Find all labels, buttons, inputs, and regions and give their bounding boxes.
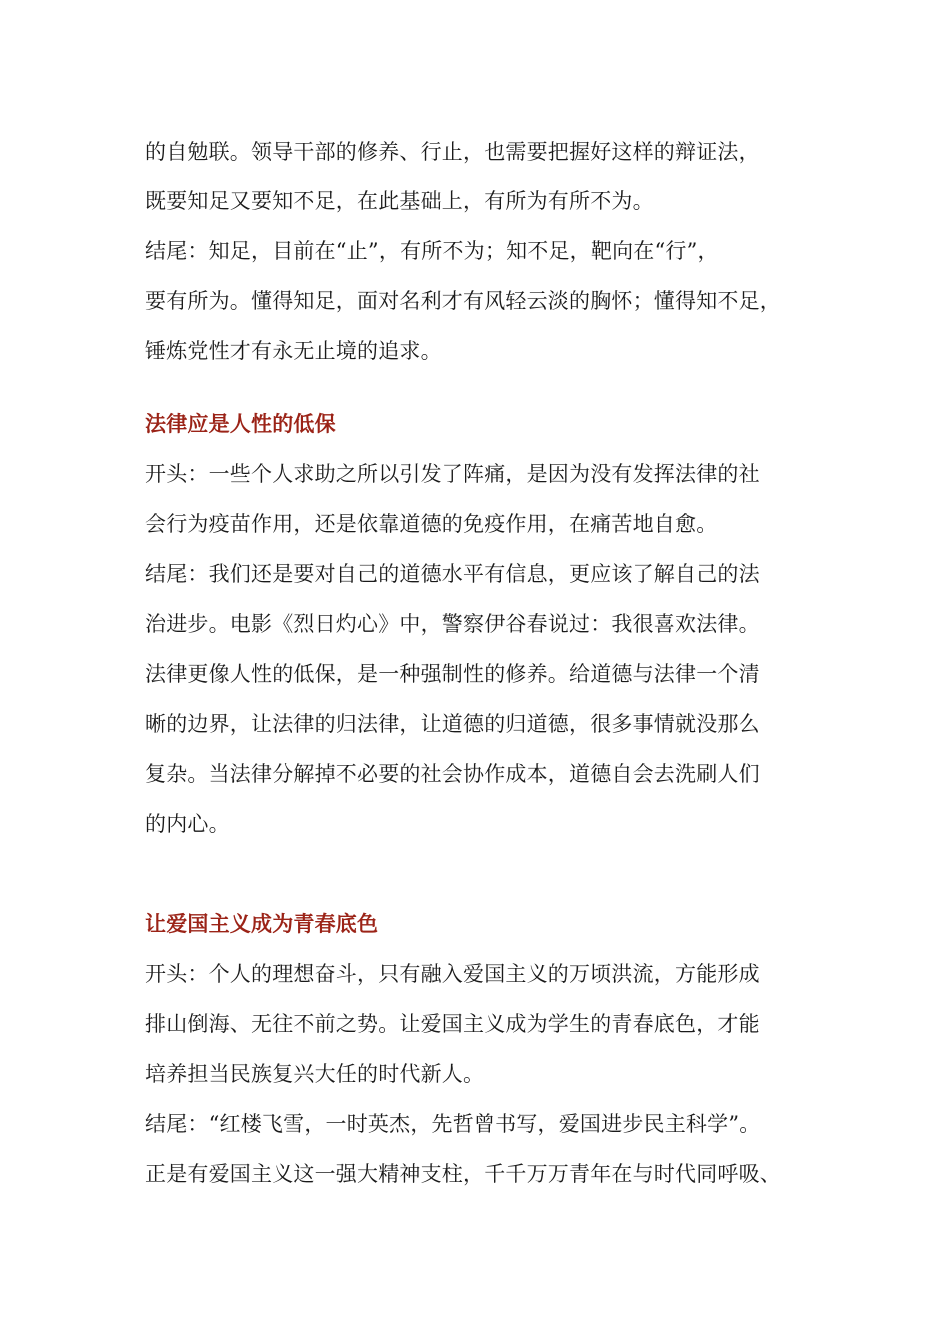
paragraph-line: 的内心。 <box>145 812 230 836</box>
paragraph-line: 正是有爱国主义这一强大精神支柱，千千万万青年在与时代同呼吸、 <box>145 1162 781 1186</box>
paragraph-line: 开头：一些个人求助之所以引发了阵痛，是因为没有发挥法律的社 <box>145 462 760 486</box>
section-heading-law: 法律应是人性的低保 <box>145 411 336 436</box>
paragraph-line: 治进步。电影《烈日灼心》中，警察伊谷春说过：我很喜欢法律。 <box>145 612 760 636</box>
paragraph-line: 既要知足又要知不足，在此基础上，有所为有所不为。 <box>145 189 654 213</box>
paragraph-line: 结尾：我们还是要对自己的道德水平有信息，更应该了解自己的法 <box>145 562 760 586</box>
paragraph-line: 的自勉联。领导干部的修养、行止，也需要把握好这样的辩证法， <box>145 140 760 164</box>
paragraph-line: 培养担当民族复兴大任的时代新人。 <box>145 1062 485 1086</box>
section-heading-patriotism: 让爱国主义成为青春底色 <box>145 911 379 936</box>
paragraph-line: 晰的边界，让法律的归法律，让道德的归道德，很多事情就没那么 <box>145 712 760 736</box>
paragraph-line: 开头：个人的理想奋斗，只有融入爱国主义的万顷洪流，方能形成 <box>145 962 760 986</box>
paragraph-line: 结尾：“红楼飞雪，一时英杰，先哲曾书写，爱国进步民主科学”。 <box>145 1112 761 1136</box>
paragraph-line: 会行为疫苗作用，还是依靠道德的免疫作用，在痛苦地自愈。 <box>145 512 718 536</box>
paragraph-line: 锤炼党性才有永无止境的追求。 <box>145 339 442 363</box>
paragraph-line: 要有所为。懂得知足，面对名利才有风轻云淡的胸怀；懂得知不足， <box>145 289 781 313</box>
paragraph-line: 法律更像人性的低保，是一种强制性的修养。给道德与法律一个清 <box>145 662 760 686</box>
paragraph-line: 复杂。当法律分解掉不必要的社会协作成本，道德自会去洗刷人们 <box>145 762 760 786</box>
paragraph-line: 排山倒海、无往不前之势。让爱国主义成为学生的青春底色，才能 <box>145 1012 760 1036</box>
paragraph-line: 结尾：知足，目前在“止”，有所不为；知不足，靶向在“行”， <box>145 239 719 263</box>
